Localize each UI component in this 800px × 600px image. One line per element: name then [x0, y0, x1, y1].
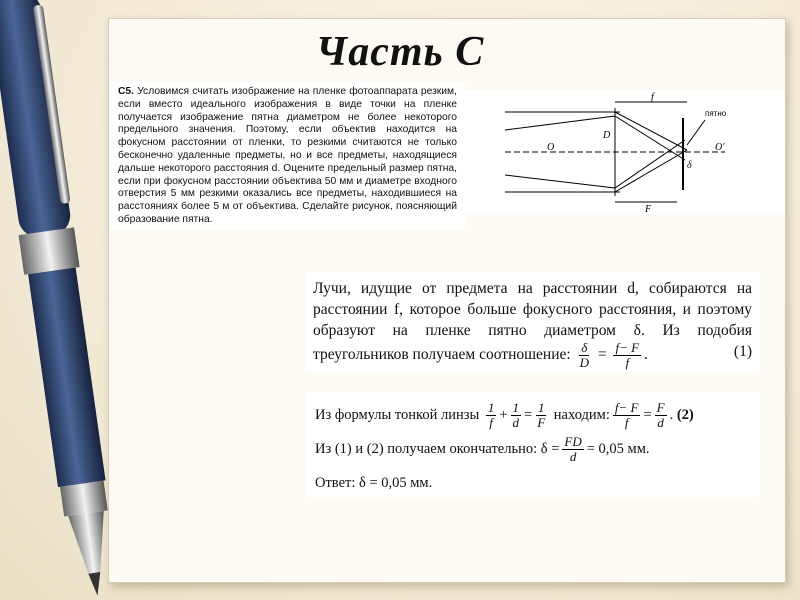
- problem-text: Условимся считать изображение на пленке фотоаппарата резким, если вместо идеального изображения в виде точки на пленке получается изображение пятна диаметром не более некоторого предельного значения. Поэтому, если объектив находится на фокусном расстоянии от пленки, то резкими считаются не только бесконечно удаленные предметы, но и все предметы, находящиеся дальше некоторого расстояния d. Оцените предельный размер пятна, если при фокусном расстоянии объектива 50 мм и диаметре входного отверстия 5 мм резкими оказались все предметы, находившиеся на расстояниях более 5 м от объектива. Сделайте рисунок, поясняющий образование пятна.: [118, 86, 457, 225]
- label-O: O: [547, 142, 555, 153]
- eq2-tag: (2): [676, 406, 694, 423]
- eq1-lhs-num: δ: [581, 340, 588, 355]
- eq1-lhs-den: D: [579, 355, 589, 370]
- eq2-rhs-num: F: [656, 399, 665, 415]
- lens-a-num: 1: [487, 399, 495, 415]
- eq2-rhs-den: d: [657, 414, 664, 430]
- eq1-rhs-den: f: [625, 355, 630, 370]
- label-O2: O′: [715, 142, 725, 153]
- answer-text: Ответ: δ = 0,05 мм.: [315, 474, 433, 491]
- solution-paragraph: Лучи, идущие от предмета на расстоянии d, собираются на расстоянии f, которое больше фокусного расстояния, и поэтому образуют на пленке пятно диаметром δ. Из подобия треугольников получаем соотношение: $\frac{\delta}{D}$ = $\frac{f- F}{f}$ . (1): [305, 272, 760, 372]
- lens-intro: Из формулы тонкой линзы: [315, 406, 480, 423]
- final-frac: [562, 435, 583, 464]
- found-label: находим:: [553, 406, 610, 423]
- page-title: Часть С: [315, 29, 485, 75]
- eq1-tag: (1): [733, 343, 752, 360]
- eq2-lhs: [613, 401, 641, 430]
- lens-c-den: F: [537, 414, 546, 430]
- final-den: d: [569, 448, 577, 464]
- final-value: = 0,05 мм.: [586, 440, 650, 457]
- lens-b-den: d: [512, 414, 520, 430]
- label-D: D: [603, 130, 611, 141]
- eq1-lhs: [578, 341, 591, 370]
- problem-label: С5.: [118, 86, 135, 97]
- lens-a-den: f: [489, 414, 493, 430]
- lens-b-num: 1: [512, 399, 520, 415]
- label-delta: δ: [687, 160, 692, 171]
- eq1-rhs: [613, 341, 641, 370]
- final-formula-row: [315, 432, 750, 466]
- eq1-rhs-num: f− F: [615, 340, 640, 355]
- solution-text: Лучи, идущие от предмета на расстоянии d, собираются на расстоянии f, которое больше фокусного расстояния, и поэтому образуют на пленке пятно диаметром δ. Из подобия треугольников получаем соотношение:: [313, 280, 752, 364]
- eq2-lhs-num: f− F: [614, 399, 639, 415]
- final-intro: Из (1) и (2) получаем окончательно: δ =: [315, 440, 560, 457]
- lens-c: [535, 401, 547, 430]
- lens-c-num: 1: [537, 399, 545, 415]
- lens-a: [486, 401, 497, 430]
- label-F: F: [645, 204, 652, 215]
- optics-diagram: [465, 90, 785, 215]
- label-f: f: [651, 92, 654, 103]
- lens-b: [511, 401, 522, 430]
- eq2-rhs: [655, 401, 667, 430]
- label-spot: пятно: [705, 109, 727, 118]
- final-num: FD: [564, 433, 582, 449]
- problem-text-block: [110, 82, 465, 230]
- solution-formulas: [305, 392, 760, 497]
- answer-row: [315, 466, 750, 500]
- lens-formula-row: Из формулы тонкой линзы $\frac{1}{f}$ + $\frac{1}{d}$ = $\frac{1}{F}$ находим: $\frac{f- F}{f}$ = $\frac{F}{d}$ . (2): [315, 399, 694, 430]
- eq2-lhs-den: f: [624, 414, 629, 430]
